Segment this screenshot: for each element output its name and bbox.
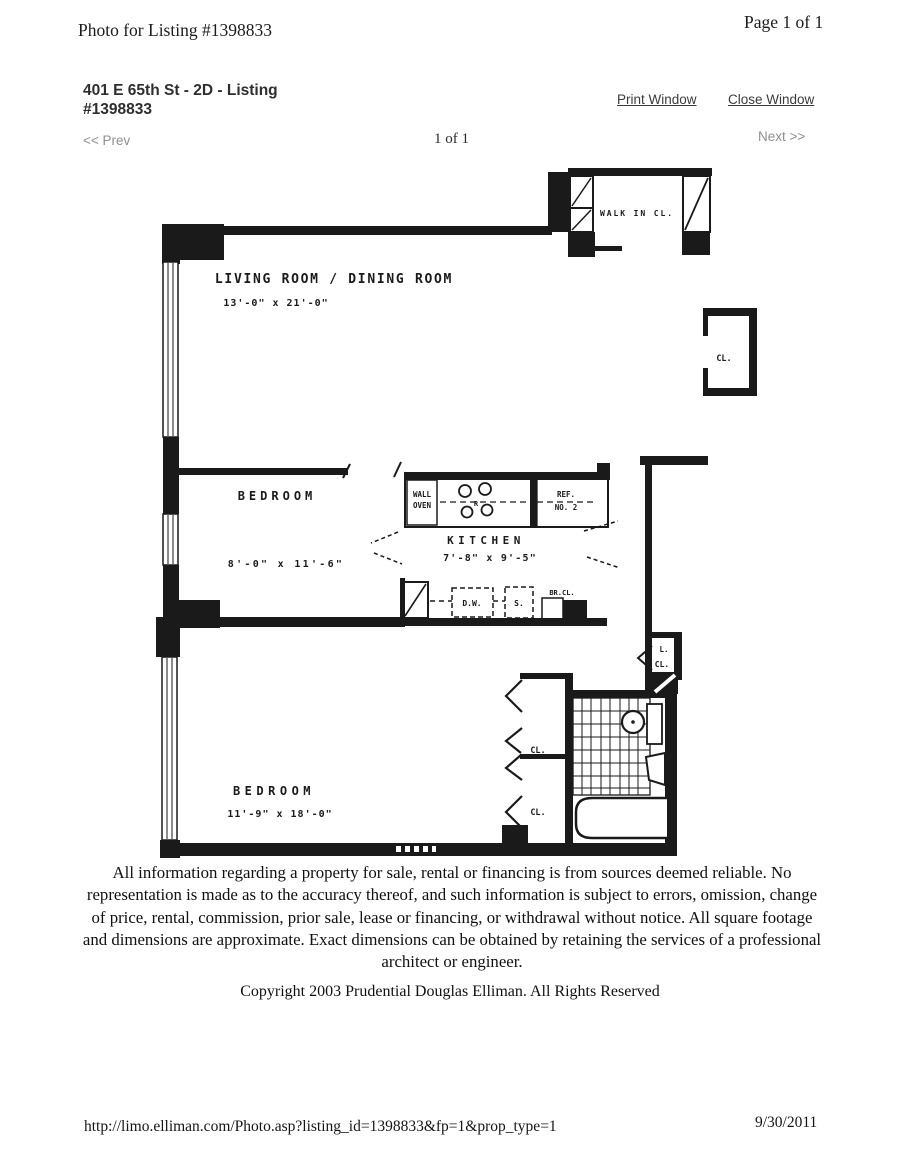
copyright-text: Copyright 2003 Prudential Douglas Elliman. All Rights Reserved xyxy=(240,983,660,1000)
range-label: R xyxy=(473,500,479,508)
photo-count: 1 of 1 xyxy=(434,131,469,147)
kitchen-label: KITCHEN xyxy=(447,534,525,547)
closet1-label: CL. xyxy=(530,746,546,756)
close-window-link[interactable]: Close Window xyxy=(728,92,815,107)
closet2-label: CL. xyxy=(530,808,546,818)
ref-label-2: NO. 2 xyxy=(554,503,578,512)
toilet-dot xyxy=(631,720,635,724)
living-room-dims: 13'-0" x 21'-0" xyxy=(223,298,329,309)
disclaimer-text: All information regarding a property for sale, rental or financing is from sources deemed reliable. No representation is made as to the accuracy thereof, and such information is subject to errors, omission, change of price, rental, commission, prior sale, lease or financing, or withdrawal without notice. All square footage and dimensions are approximate. Exact dimensions can be obtained by retaining the services of a professional architect or engineer. xyxy=(82,863,822,972)
closet-label: CL. xyxy=(716,354,732,364)
bathroom xyxy=(573,698,667,838)
bifold-closet-doors xyxy=(506,680,522,828)
wall-oven-label-2: OVEN xyxy=(412,501,432,510)
living-room-label: LIVING ROOM / DINING ROOM xyxy=(214,272,454,287)
dishwasher-label: D.W. xyxy=(462,599,482,608)
ref-label-1: REF. xyxy=(556,490,576,499)
bedroom1-label: BEDROOM xyxy=(237,489,317,503)
print-window-link[interactable]: Print Window xyxy=(617,92,697,107)
door-ticks xyxy=(343,462,401,478)
bathtub xyxy=(576,798,667,838)
print-header-title: Photo for Listing #1398833 xyxy=(78,20,272,40)
linen-closet-label: CL. xyxy=(654,660,670,669)
next-link[interactable]: Next >> xyxy=(758,129,806,144)
prev-link[interactable]: << Prev xyxy=(83,133,131,148)
footer-date: 9/30/2011 xyxy=(755,1114,818,1131)
bedroom1-dims: 8'-0" x 11'-6" xyxy=(227,559,345,570)
toilet-tank xyxy=(647,704,662,744)
footer-url: http://limo.elliman.com/Photo.asp?listing_id=1398833&fp=1&prop_type=1 xyxy=(84,1118,557,1135)
window-wall xyxy=(162,262,178,840)
bathroom-sink xyxy=(646,753,665,785)
bedroom2-label: BEDROOM xyxy=(232,784,316,798)
wall-oven-label-1: WALL xyxy=(412,490,432,499)
sink-label: S. xyxy=(514,599,524,608)
floorplan-image xyxy=(150,160,770,870)
print-header-page-number: Page 1 of 1 xyxy=(744,12,824,32)
linen-label: L. xyxy=(659,645,669,654)
listing-title: 401 E 65th St - 2D - Listing #1398833 xyxy=(83,82,278,118)
walk-in-closet-label: WALK IN CL. xyxy=(600,209,674,218)
bedroom2-dims: 11'-9" x 18'-0" xyxy=(227,809,333,820)
kitchen-dims: 7'-8" x 9'-5" xyxy=(443,553,537,564)
broom-closet-label: BR.CL. xyxy=(549,589,575,597)
